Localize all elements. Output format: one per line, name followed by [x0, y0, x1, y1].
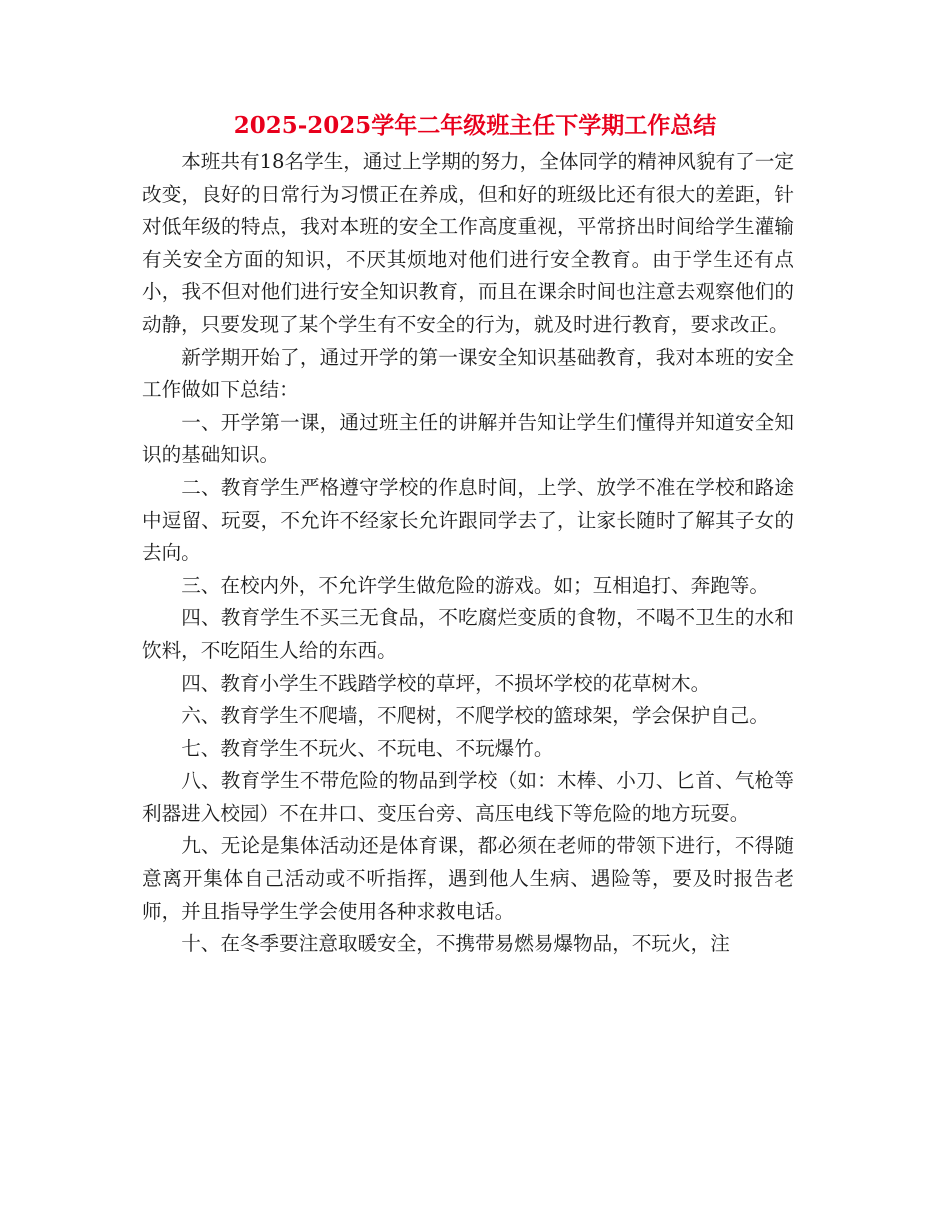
paragraph: 九、无论是集体活动还是体育课，都必须在老师的带领下进行，不得随意离开集体自己活动或不听指挥，遇到他人生病、遇险等，要及时报告老师，并且指导学生学会使用各种求救电话。: [142, 834, 794, 923]
paragraph: 七、教育学生不玩火、不玩电、不玩爆竹。: [181, 736, 554, 760]
paragraph: 四、教育学生不买三无食品，不吃腐烂变质的食物，不喝不卫生的水和饮料，不吃陌生人给的东西。: [142, 606, 794, 662]
paragraph: 新学期开始了，通过开学的第一课安全知识基础教育，我对本班的安全工作做如下总结：: [142, 345, 794, 402]
document-title: 2025-2025学年二年级班主任下学期工作总结: [233, 112, 717, 139]
paragraph: 四、教育小学生不践踏学校的草坪，不损坏学校的花草树木。: [181, 671, 711, 695]
paragraph: 本班共有18名学生，通过上学期的努力，全体同学的精神风貌有了一定改变，良好的日常行为习惯正在养成，但和好的班级比还有很大的差距，针对低年级的特点，我对本班的安全工作高度重视，平常挤出时间给学生灌输有关安全方面的知识，不厌其烦地对他们进行安全教育。由于学生还有点小，我不但对他们进行安全知识教育，而且在课余时间也注意去观察他们的动静，只要发现了某个学生有不安全的行为，就及时进行教育，要求改正。: [142, 150, 794, 336]
paragraph: 一、开学第一课，通过班主任的讲解并告知让学生们懂得并知道安全知识的基础知识。: [142, 410, 794, 467]
paragraph: 二、教育学生严格遵守学校的作息时间，上学、放学不准在学校和路途中逗留、玩耍，不允许不经家长允许跟同学去了，让家长随时了解其子女的去向。: [142, 475, 794, 565]
paragraph: 六、教育学生不爬墙，不爬树，不爬学校的篮球架，学会保护自己。: [181, 704, 769, 728]
paragraph: 三、在校内外，不允许学生做危险的游戏。如；互相追打、奔跑等。: [181, 573, 769, 597]
paragraph: 八、教育学生不带危险的物品到学校（如：木棒、小刀、匕首、气枪等利器进入校园）不在井口、变压台旁、高压电线下等危险的地方玩耍。: [142, 769, 794, 825]
paragraph: 十、在冬季要注意取暖安全，不携带易燃易爆物品，不玩火，注: [181, 932, 730, 956]
document-body: [142, 146, 794, 961]
